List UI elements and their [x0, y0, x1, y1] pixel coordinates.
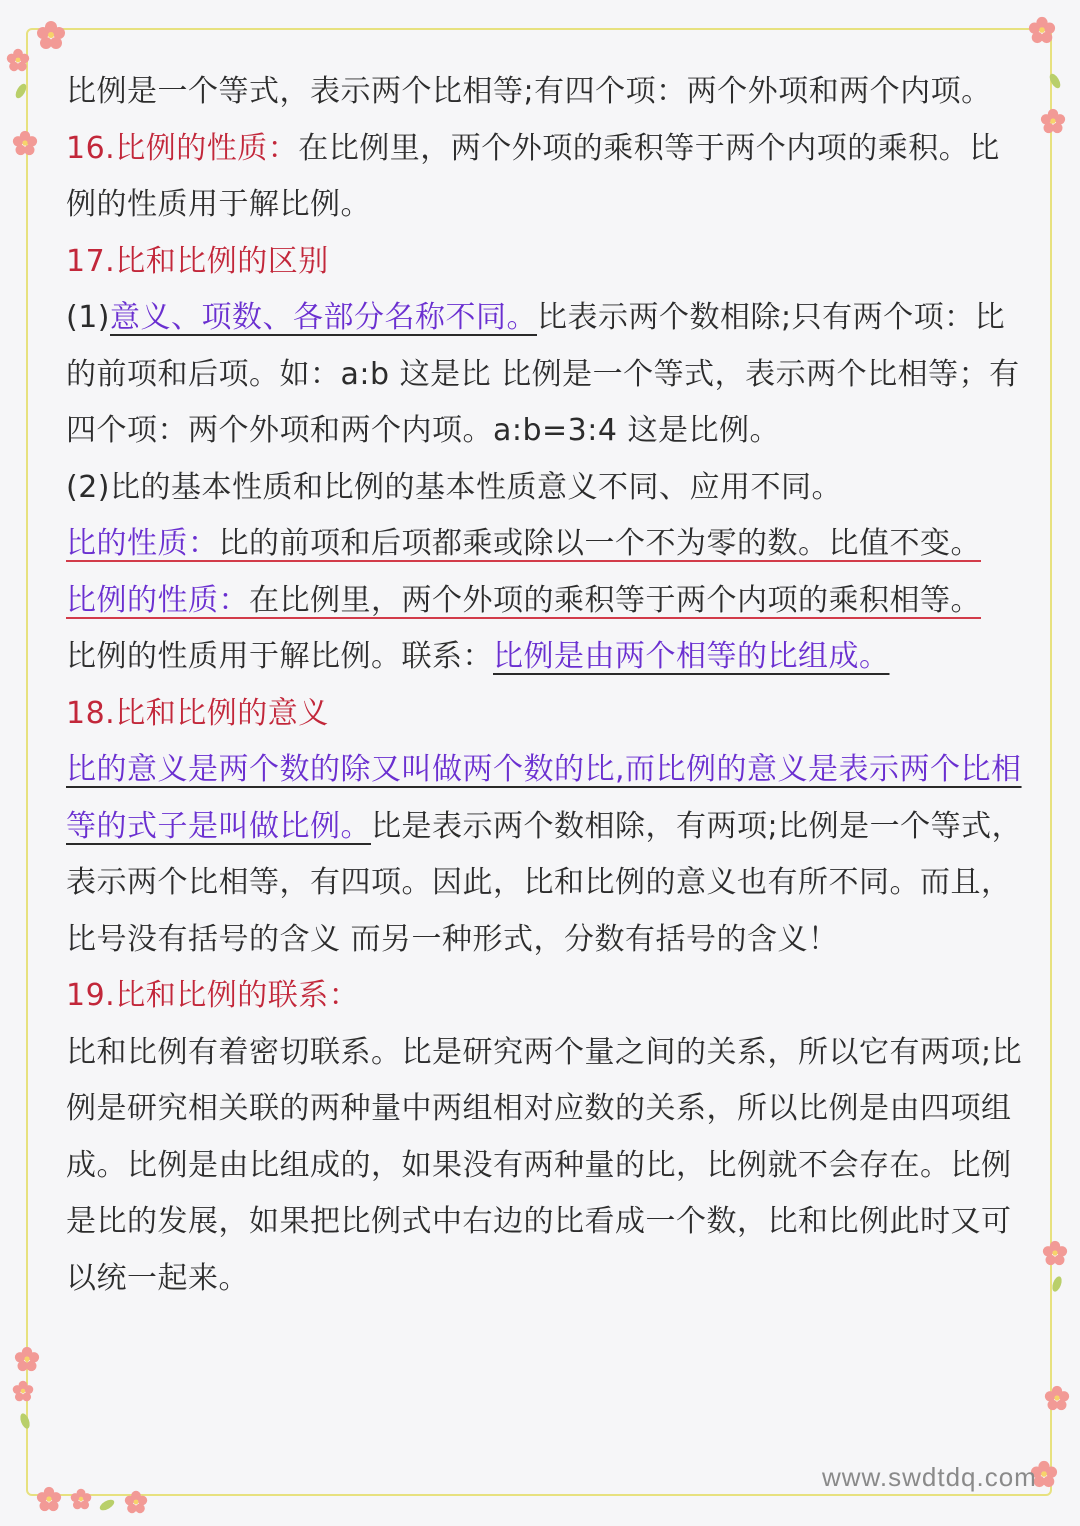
leaf-icon — [1048, 1275, 1066, 1293]
paragraph-ratio-definition: 比例是一个等式，表示两个比相等;有四个项：两个外项和两个内项。 — [66, 74, 992, 109]
ratio-property-label: 比的性质： — [66, 526, 219, 561]
section-19-heading: 19.比和比例的联系： — [66, 978, 360, 1013]
section-18-text: 比的意义是两个数的除又叫做两个数的比,而比例的意义是表示两个比相等的式子是叫做比例。比是表示两个数相除，有两项;比例是一个等式，表示两个比相等，有四项。因此，比和比例的意义也有所不同。而且，比号没有括号的含义 而另一种形式，分数有括号的含义！ — [66, 752, 1023, 957]
underlined-highlight: 比的意义是两个数的除又叫做两个数的比,而比例的意义是表示两个比相等的式子是叫做比例。 — [66, 752, 1022, 844]
flower-icon — [36, 20, 66, 50]
section-19-text: 比和比例有着密切联系。比是研究两个量之间的关系，所以它有两项;比例是研究相关联的两种量中两组相对应数的关系，所以比例是由四项组成。比例是由比组成的，如果没有两种量的比，比例就不会存在。比例是比的发展，如果把比例式中右边的比看成一个数，比和比例此时又可以统一起来。 — [66, 1034, 1023, 1296]
connection-line: 比例的性质用于解比例。联系：比例是由两个相等的比组成。 — [66, 639, 890, 674]
flower-icon — [6, 48, 30, 72]
ratio-property-text: 比的前项和后项都乘或除以一个不为零的数。比值不变。 — [218, 526, 981, 561]
flower-icon — [1028, 16, 1056, 44]
flower-icon — [124, 1490, 148, 1514]
flower-icon — [14, 1346, 40, 1372]
proportion-property-label: 比例的性质： — [66, 582, 249, 618]
leaf-icon — [98, 1496, 116, 1514]
watermark: www.swdtdq.com — [822, 1462, 1037, 1492]
section-17-point-2: (2)比的基本性质和比例的基本性质意义不同、应用不同。 — [66, 469, 842, 505]
flower-icon — [1040, 108, 1066, 134]
section-18-heading: 18.比和比例的意义 — [66, 695, 329, 731]
ratio-property — [66, 516, 1026, 573]
flower-icon — [12, 1380, 34, 1402]
flower-icon — [36, 1486, 62, 1512]
flower-icon — [1044, 1385, 1070, 1411]
flower-icon — [1042, 1240, 1068, 1266]
section-16-text: 在比例里，两个外项的乘积等于两个内项的乘积。比例的性质用于解比例。 — [66, 130, 1000, 222]
leaf-icon — [1046, 72, 1064, 90]
leaf-icon — [12, 82, 30, 100]
flower-icon — [12, 130, 38, 156]
proportion-property — [66, 573, 1026, 630]
leaf-icon — [16, 1412, 34, 1430]
section-16-heading: 16.比例的性质： — [66, 130, 299, 166]
section-17-point-1: (1)意义、项数、各部分名称不同。比表示两个数相除;只有两个项：比的前项和后项。如：a:b 这是比 比例是一个等式，表示两个比相等；有四个项：两个外项和两个内项。a:b=3:4 这是比例。 — [66, 300, 1020, 448]
section-17-heading: 17.比和比例的区别 — [66, 243, 329, 279]
underlined-highlight: 意义、项数、各部分名称不同。 — [110, 300, 537, 335]
proportion-property-text: 在比例里，两个外项的乘积等于两个内项的乘积相等。 — [249, 582, 981, 618]
section-16 — [66, 121, 1026, 234]
flower-icon — [70, 1488, 92, 1510]
document-body — [66, 64, 1026, 1307]
underlined-highlight: 比例是由两个相等的比组成。 — [493, 639, 890, 674]
